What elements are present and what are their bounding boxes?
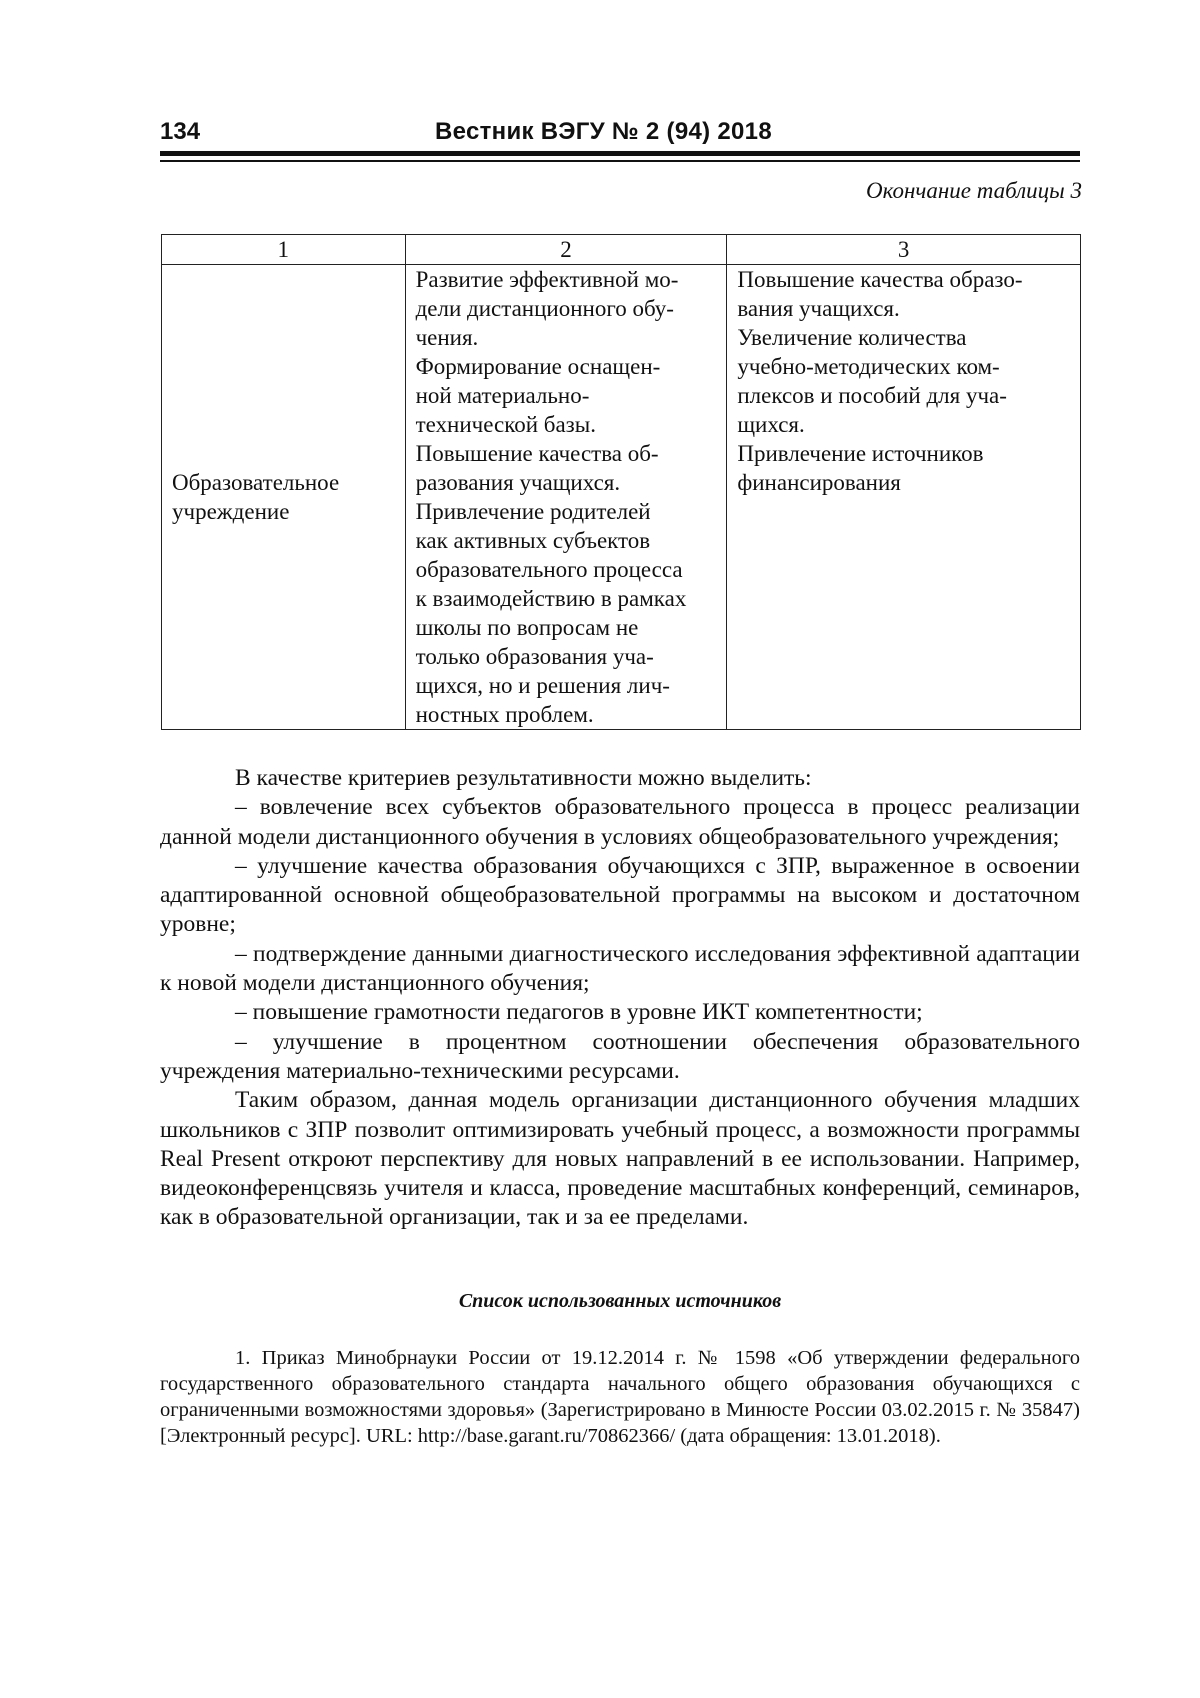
table-header-row: [162, 235, 1081, 265]
references-title: Список использованных источников: [458, 1290, 782, 1312]
cell-line: ной материально-: [415, 383, 590, 408]
cell-line: технической базы.: [415, 412, 596, 437]
cell-line: дели дистанционного обу-: [415, 296, 674, 321]
cell-line: Формирование оснащен-: [415, 354, 661, 379]
cell-line: Образовательное: [172, 470, 340, 495]
cell-institution: [162, 265, 406, 730]
cell-line: учебно-методических ком-: [737, 354, 1000, 379]
table-row: [162, 265, 1081, 730]
cell-line: финансирования: [737, 470, 901, 495]
criterion-item: – подтверждение данными диагностического исследования эффективной адаптации к новой модели дистанционного обучения;: [160, 940, 1080, 997]
column-header-3: 3: [727, 235, 1081, 265]
references-list: [160, 1345, 1080, 1449]
cell-tasks: [405, 265, 727, 730]
criterion-item: – вовлечение всех субъектов образовательного процесса в процесс реализации данной модели дистанционного обучения в условиях общеобразовательного учреждения;: [160, 794, 1080, 850]
cell-line: к взаимодействию в рамках: [415, 586, 687, 611]
cell-results: [727, 265, 1081, 730]
body-text: [160, 764, 1080, 1233]
table-3: [161, 234, 1081, 730]
cell-line: чения.: [415, 325, 479, 350]
journal-title: Вестник ВЭГУ № 2 (94) 2018: [435, 118, 772, 145]
column-header-2: 2: [405, 235, 727, 265]
header-rule-thin: [160, 160, 1080, 162]
table-caption: Окончание таблицы 3: [866, 178, 1082, 203]
cell-line: Привлечение родителей: [415, 499, 651, 524]
paragraph-intro: В качестве критериев результативности можно выделить:: [235, 765, 812, 791]
cell-line: щихся, но и решения лич-: [415, 673, 670, 698]
criterion-item: – повышение грамотности педагогов в уровне ИКТ компетентности;: [235, 999, 923, 1026]
cell-line: разования учащихся.: [415, 470, 621, 495]
paragraph-conclusion: Таким образом, данная модель организации дистанционного обучения младших школьников с ЗПР позволит оптимизировать учебный процесс, а возможности программы Real Present откроют перспективу для новых направлений в ее использовании. Например, видеоконференцсвязь учителя и класса, проведение масштабных конференций, семинаров, как в образовательной организации, так и за ее пределами.: [160, 1087, 1080, 1231]
criterion-item: – улучшение качества образования обучающихся с ЗПР, выраженное в освоении адаптированной основной общеобразовательной программы на высоком и достаточном уровне;: [160, 852, 1080, 938]
cell-line: ностных проблем.: [415, 702, 594, 727]
cell-line: Привлечение источников: [737, 441, 984, 466]
cell-line: Развитие эффективной мо-: [415, 267, 679, 292]
header-rule-thick: [160, 151, 1080, 156]
cell-line: щихся.: [737, 412, 805, 437]
cell-line: Повышение качества образо-: [737, 267, 1023, 292]
cell-line: образовательного процесса: [415, 557, 683, 582]
reference-item: 1. Приказ Минобрнауки России от 19.12.2014 г. № 1598 «Об утверждении федерального государственного образовательного стандарта начального общего образования обучающихся с ограниченными возможностями здоровья» (Зарегистрировано в Минюсте России 03.02.2015 г. № 35847) [Электронный ресурс]. URL: http://base.garant.ru/70862366/ (дата обращения: 13.01.2018).: [160, 1347, 1080, 1447]
page-number: 134: [160, 118, 201, 145]
criterion-item: – улучшение в процентном соотношении обеспечения образовательного учреждения материально-техническими ресурсами.: [160, 1028, 1080, 1084]
cell-line: Увеличение количества: [737, 325, 967, 350]
cell-line: школы по вопросам не: [415, 615, 639, 640]
cell-line: плексов и пособий для уча-: [737, 383, 1007, 408]
cell-line: вания учащихся.: [737, 296, 900, 321]
column-header-1: 1: [162, 235, 406, 265]
cell-line: как активных субъектов: [415, 528, 651, 553]
cell-line: учреждение: [172, 499, 290, 524]
cell-line: только образования уча-: [415, 644, 654, 669]
cell-line: Повышение качества об-: [415, 441, 659, 466]
